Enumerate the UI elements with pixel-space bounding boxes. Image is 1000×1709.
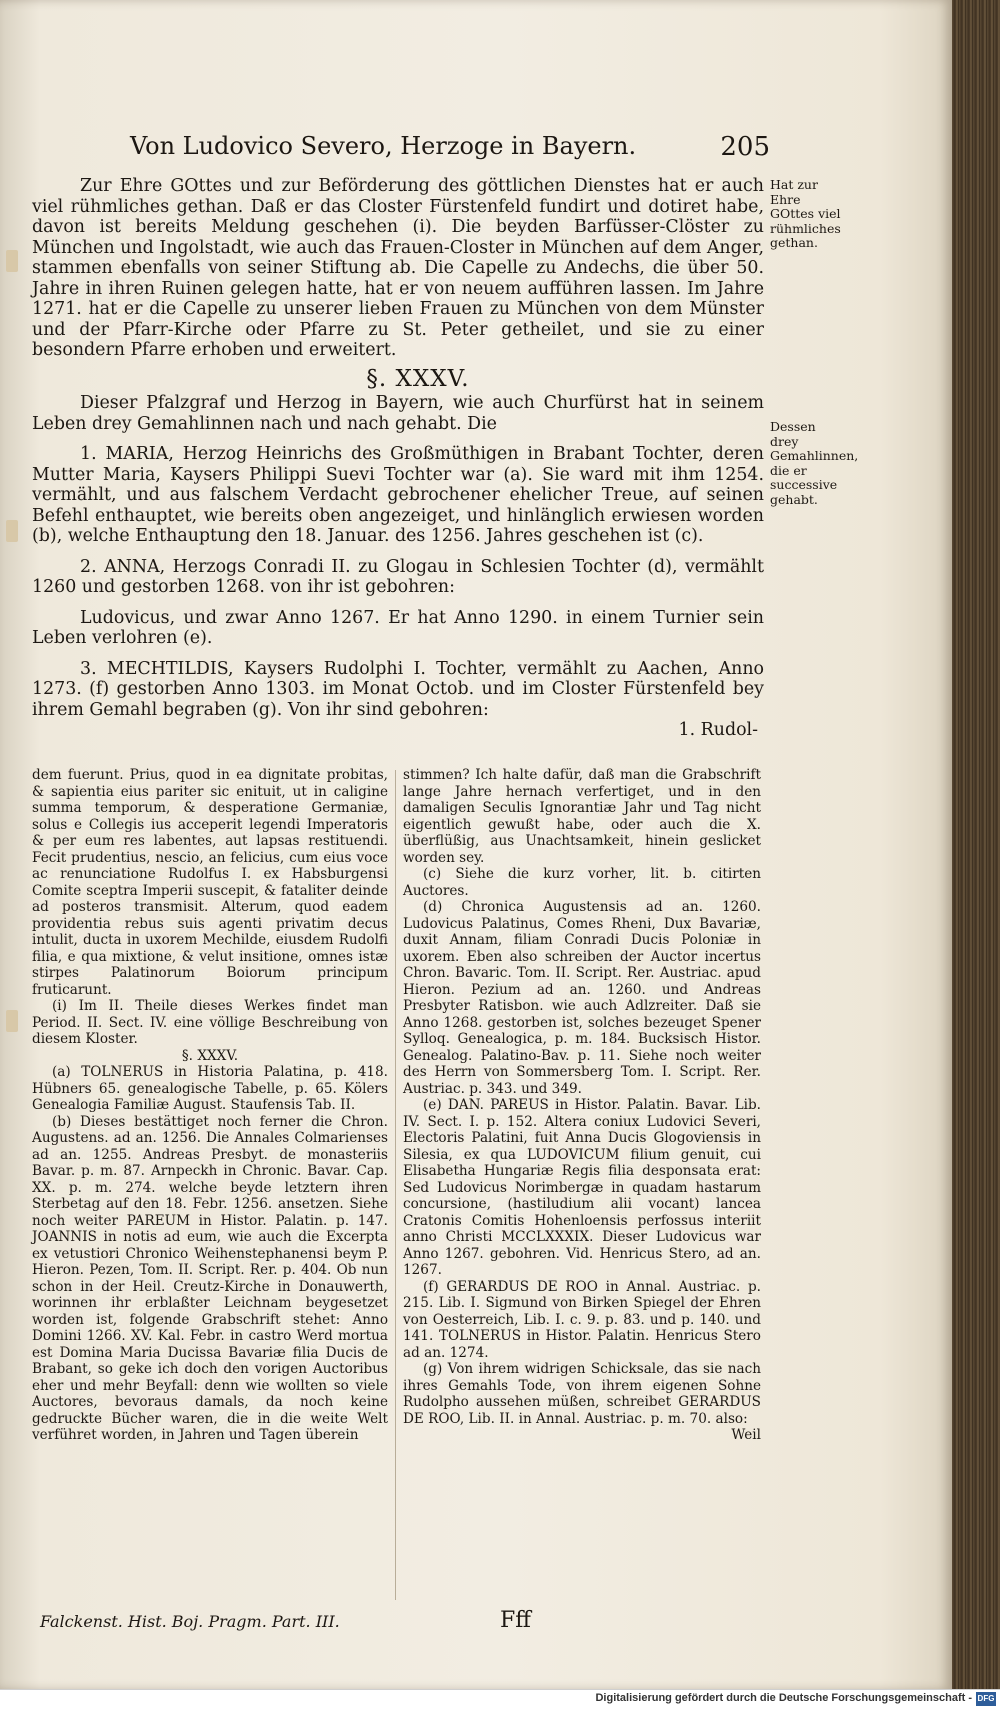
- footnote: (c) Siehe die kurz vorher, lit. b. citirten Auctores.: [403, 866, 761, 899]
- footnote: (i) Im II. Theile dieses Werkes findet man Period. II. Sect. IV. eine völlige Beschreibung von diesem Kloster.: [32, 998, 388, 1047]
- footnote-section-heading: §. XXXV.: [181, 1047, 239, 1064]
- running-title: Von Ludovico Severo, Herzoge in Bayern.: [130, 132, 637, 160]
- footnotes-right-column: [403, 767, 761, 1444]
- margin-note: Dessen drey Gemahlinnen, die er successive gehabt.: [770, 419, 859, 507]
- paragraph: 3. MECHTILDIS, Kaysers Rudolphi I. Tochter, vermählt zu Aachen, Anno 1273. (f) gestorben Anno 1303. im Monat Octob. und im Closter Fürstenfeld bey ihrem Gemahl begraben (g). Von ihr sind gebohren:: [32, 658, 764, 720]
- margin-note: Hat zur Ehre GOttes viel rühmliches gethan.: [770, 177, 841, 250]
- footnote: stimmen? Ich halte dafür, daß man die Grabschrift lange Jahre hernach verfertiget, und in den damaligen Seculis Ignorantiæ Jahr und Tag nicht eigentlich gewußt habe, oder auch die X. überflüßig, aus Unachtsamkeit, hinein geslicket worden sey.: [403, 767, 761, 866]
- footnote: (a) TOLNERUS in Historia Palatina, p. 418. Hübners 65. genealogische Tabelle, p. 65. Kölers Genealogia Familiæ August. Staufensis Tab. II.: [32, 1064, 388, 1113]
- book-edge: [952, 0, 1000, 1690]
- paragraph: Dieser Pfalzgraf und Herzog in Bayern, wie auch Churfürst hat in seinem Leben drey Gemahlinnen nach und nach gehabt. Die: [32, 393, 764, 434]
- dfg-logo-icon[interactable]: DFG: [976, 1692, 996, 1706]
- section-heading: §. XXXV.: [366, 365, 470, 392]
- paragraph: 1. MARIA, Herzog Heinrichs des Großmüthigen in Brabant Tochter, deren Mutter Maria, Kaysers Philippi Suevi Tochter war (a). Sie ward mit ihm 1254. vermählt, und aus falschem Verdacht gebrochener ehelicher Treue, auf seinen Befehl enthauptet, wie bereits oben angezeiget, und hinlänglich erwiesen worden (b), welche Enthauptung den 18. Januar. des 1256. Jahres geschehen ist (c).: [32, 444, 764, 546]
- footnote: (e) DAN. PAREUS in Histor. Palatin. Bavar. Lib. IV. Sect. I. p. 152. Altera coniux Ludovici Severi, Electoris Palatini, fuit Anna Ducis Glogoviensis in Silesia, ex qua LUDOVICUM filium genuit, cui Elisabetha Hungariæ Regis filia desponsata erat: Sed Ludovicus Norimbergæ in quadam hastarum concursione, (hastiludium alii vocant) lancea Cratonis Comitis Hohenloensis perfossus interiit anno Christi MCCLXXXIX. Dieser Ludovicus war Anno 1267. gebohren. Vid. Henricus Stero, ad an. 1267.: [403, 1097, 761, 1278]
- digitization-footer: [0, 1689, 1000, 1709]
- page-marker: [6, 250, 18, 272]
- footnote: (d) Chronica Augustensis ad an. 1260. Ludovicus Palatinus, Comes Rheni, Dux Bavariæ, duxit Annam, filiam Conradi Ducis Poloniæ in uxorem. Eben also schreiben der Auctor incertus Chron. Bavaric. Tom. II. Script. Rer. Austriac. apud Hieron. Pezium ad an. 1260. und Andreas Presbyter Ratisbon. wie auch Adlzreiter. Daß sie Anno 1268. gestorben ist, solches bezeuget Spener Sylloq. Genealogica, p. m. 184. Bucksisch Histor. Genealog. Palatino-Bav. p. 11. Siehe noch weiter des Herrn von Sommersberg Tom. I. Script. Rer. Austriac. p. 343. und 349.: [403, 899, 761, 1097]
- signature-line: Falckenst. Hist. Boj. Pragm. Part. III.: [40, 1612, 340, 1631]
- page-marker: [6, 520, 18, 542]
- quire-mark: Fff: [500, 1608, 531, 1633]
- running-header: [130, 132, 770, 162]
- dfg-credit[interactable]: Digitalisierung gefördert durch die Deutsche Forschungsgemeinschaft -: [595, 1692, 972, 1704]
- paragraph: Ludovicus, und zwar Anno 1267. Er hat Anno 1290. in einem Turnier sein Leben verlohren (e).: [32, 607, 764, 648]
- catchword: 1. Rudol-: [678, 720, 758, 740]
- catchword: Weil: [731, 1427, 761, 1443]
- footnote: (b) Dieses bestättiget noch ferner die Chron. Augustens. ad an. 1256. Die Annales Colmarienses ad an. 1255. Andreas Presbyt. de monasteriis Bavar. p. m. 87. Arnpeckh in Chronic. Bavar. Cap. XX. p. m. 274. welche beyde letztern ihren Sterbetag auf den 18. Febr. 1256. ansetzen. Siehe noch weiter PAREUM in Histor. Palatin. p. 147. JOANNIS in notis ad eum, wie auch die Excerpta ex vetustiori Chronico Weihenstephanensi beym P. Hieron. Pezen, Tom. II. Script. Rer. p. 404. Ob nun schon in der Heil. Creutz-Kirche in Donauwerth, worinnen ihr erblaßter Leichnam beygesetzet worden ist, folgende Grabschrift stehet: Anno Domini 1266. XV. Kal. Febr. in castro Werd mortua est Domina Maria Ducissa Bavariæ filia Ducis de Brabant, so geke ich doch den vorigen Auctoribus eher und mehr Beyfall: denn wie wollten so viele Auctores, bevoraus damals, da noch keine gedruckte Bücher waren, die in die weite Welt verführet worden, in Jahren und Tagen überein: [32, 1113, 388, 1443]
- footnotes-left-column: [32, 767, 388, 1444]
- paragraph: 2. ANNA, Herzogs Conradi II. zu Glogau in Schlesien Tochter (d), vermählt 1260 und gestorben 1268. von ihr ist gebohren:: [32, 556, 764, 597]
- footnote: (g) Von ihrem widrigen Schicksale, das sie nach ihres Gemahls Tode, von ihrem eigenen Sohne Rudolpho aussehen müßen, schreibet GERARDUS DE ROO, Lib. II. in Annal. Austriac. p. m. 70. also:: [403, 1361, 761, 1427]
- footnote: (f) GERARDUS DE ROO in Annal. Austriac. p. 215. Lib. I. Sigmund von Birken Spiegel der Ehren von Oesterreich, Lib. I. c. 9. p. 83. und p. 140. und 141. TOLNERUS in Histor. Palatin. Henricus Stero ad an. 1274.: [403, 1278, 761, 1361]
- paragraph: Zur Ehre GOttes und zur Beförderung des göttlichen Dienstes hat er auch viel rühmliches gethan. Daß er das Closter Fürstenfeld fundirt und dotiret habe, davon ist bereits Meldung geschehen (i). Die beyden Barfüsser-Clöster zu München und Ingolstadt, wie auch das Frauen-Closter in München auf dem Anger, stammen ebenfalls von seiner Stiftung ab. Die Capelle zu Andechs, die über 50. Jahre in ihren Ruinen gelegen hatte, hat er von neuem aufführen lassen. Im Jahre 1271. hat er die Capelle zu unserer lieben Frauen zu München von dem Münster und der Pfarr-Kirche oder Pfarre zu St. Peter getheilet, und sie zu einer besondern Pfarre erhoben und erweitert.: [32, 176, 764, 360]
- column-divider: [395, 770, 396, 1600]
- main-text: [32, 176, 764, 741]
- page-marker: [6, 1010, 18, 1032]
- page-number: 205: [720, 132, 770, 162]
- footnote: dem fuerunt. Prius, quod in ea dignitate probitas, & sapientia eius pariter sic enituit, ut in caligine summa temporum, & desperatione Germaniæ, solus e Collegis ius acceperit legendi Imperatoris & per eum res labentes, aut lapsas restituendi. Fecit prudentius, nescio, an felicius, cum eius voce ac renunciatione Rudolfus I. ex Habsburgensi Comite sceptra Imperii suscepit, & fataliter deinde ad posteros transmisit. Alterum, quod eadem providentia rebus suis agenti privatim decus intulit, ducta in uxorem Mechilde, eiusdem Rudolfi filia, e qua mixtione, & velut insitione, omnes istæ stirpes Palatinorum Boiorum principum fruticarunt.: [32, 767, 388, 998]
